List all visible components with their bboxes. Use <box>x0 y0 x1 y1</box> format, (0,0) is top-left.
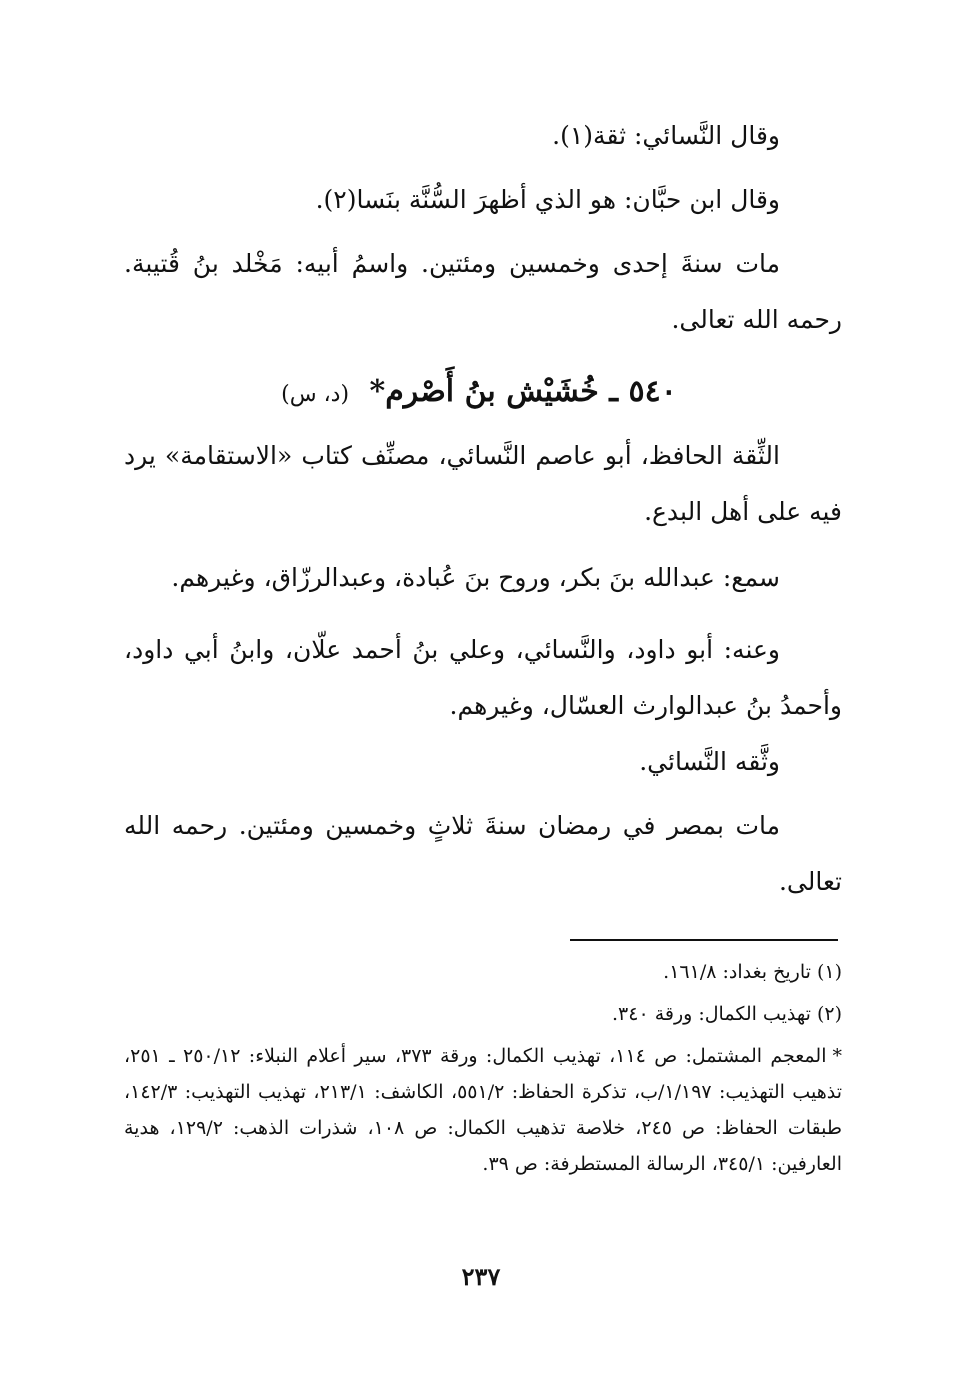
footnote-sources <box>124 1038 842 1182</box>
footnote-2: (٢) تهذيب الكمال: ورقة ٣٤٠. <box>611 1003 842 1025</box>
entry-codes: (د، س) <box>281 382 350 407</box>
paragraph-death-mukhallad: مات سنةَ إحدى وخمسين ومئتين. واسمُ أبيه: مَخْلد بنُ قُتيبة. رحمه الله تعالى. <box>124 249 842 334</box>
footnote-star-marker: * <box>832 1045 842 1067</box>
paragraph-students: وعنه: أبو داود، والنَّسائي، وعلي بنُ أحمد علّان، وابنُ أبي داود، وأحمدُ بنُ عبدالوارث العسّال، وغيرهم. <box>124 635 842 720</box>
entry-name: خُشَيْش بنُ أَصْرم* <box>369 374 599 409</box>
entry-heading <box>120 362 838 425</box>
footnote-sources-text: المعجم المشتمل: ص ١١٤، تهذيب الكمال: ورقة ٣٧٣، سير أعلام النبلاء: ٢٥٠/١٢ ـ ٢٥١، تذهيب التهذيب: ١/١٩٧/ب، تذكرة الحفاظ: ٥٥١/٢، الكاشف: ٢١٣/١، تهذيب التهذيب: ١٤٢/٣، طبقات الحفاظ: ص ٢٤٥، خلاصة تذهيب الكمال: ص ١٠٨، شذرات الذهب: ١٢٩/٢، هدية العارفين: ٣٤٥/١، الرسالة المستطرفة: ص ٣٩. <box>124 1045 843 1175</box>
entry-number: ٥٤٠ ـ <box>609 374 677 409</box>
paragraph-teachers: سمع: عبدالله بنَ بكر، وروح بنَ عُبادة، وعبدالرزّاق، وغيرهم. <box>171 563 780 592</box>
paragraph-death: مات بمصر في رمضان سنةَ ثلاثٍ وخمسين ومئتين. رحمه الله تعالى. <box>124 811 842 896</box>
page-number: ٢٣٧ <box>461 1262 501 1291</box>
paragraph-ibn-hibban: وقال ابن حبَّان: هو الذي أظهرَ السُّنَّة بنَسا(٢). <box>315 185 780 214</box>
footnote-1: (١) تاريخ بغداد: ١٦١/٨. <box>663 961 842 983</box>
footnote-separator <box>570 939 838 941</box>
paragraph-nasai-thiqa: وقال النَّسائي: ثقة(١). <box>552 121 780 150</box>
paragraph-description: الثِّقة الحافظ، أبو عاصم النَّسائي، مصنِّف كتاب «الاستقامة» يرد فيه على أهل البدع. <box>124 441 842 526</box>
paragraph-tawthiq: وثَّقه النَّسائي. <box>639 747 780 776</box>
